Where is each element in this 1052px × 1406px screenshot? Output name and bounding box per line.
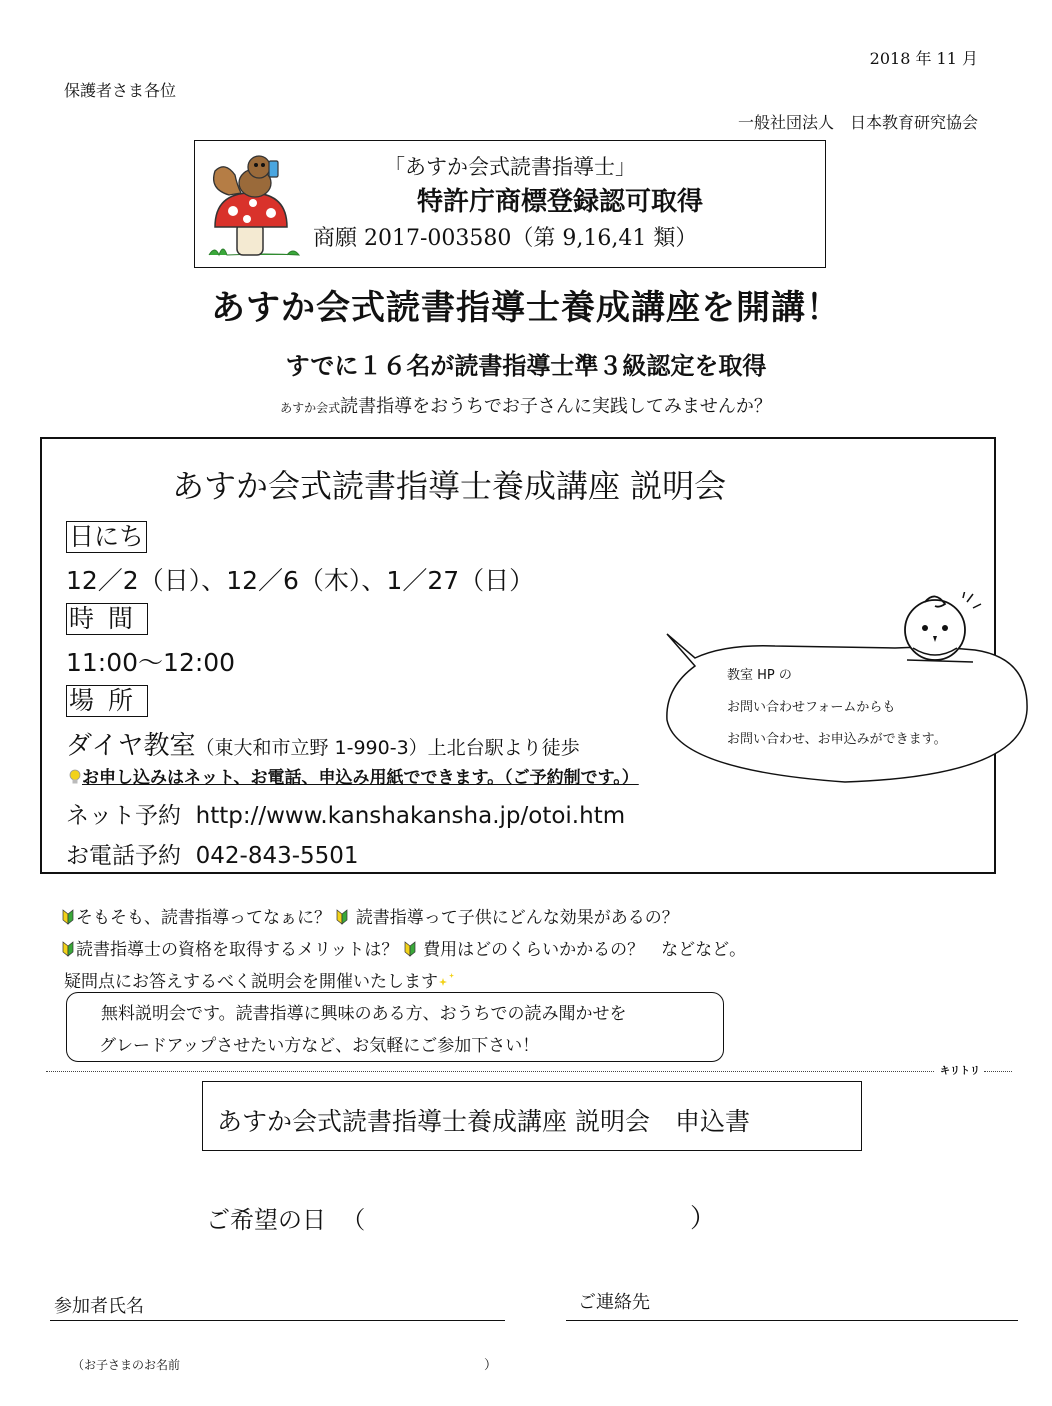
headline: あすか会式読書指導士養成講座を開講！ (211, 288, 841, 328)
place-value (66, 725, 580, 762)
net-label: ネット予約 (66, 803, 181, 829)
wish-close-paren: ） (690, 1204, 717, 1234)
question-2a: 読書指導士の資格を取得するメリットは？ (76, 940, 399, 960)
cut-line-end (984, 1071, 1012, 1072)
trademark-box (194, 140, 826, 268)
tagline-small: あすか会式 (280, 401, 341, 415)
bubble-text (727, 660, 947, 756)
tagline-rest: 読書指導をおうちでお子さんに実践してみませんか？ (340, 396, 772, 417)
lightbulb-icon (68, 769, 82, 785)
beginner-leaf-icon (336, 909, 348, 925)
contact-field[interactable] (566, 1320, 1018, 1321)
recipients: 保護者さま各位 (64, 81, 177, 100)
organization-name: 一般社団法人 日本教育研究協会 (737, 113, 978, 132)
place-detail: （東大和市立野 1-990-3）上北台駅より徒歩 (195, 737, 580, 759)
question-1a: そもそも、読書指導ってなぁに？ (76, 908, 331, 928)
tagline (0, 392, 1052, 418)
free-session-line2: グレードアップさせたい方など、お気軽にご参加下さい！ (99, 1036, 540, 1056)
trademark-application-number: 商願 2017-003580（第 9,16,41 類） (313, 226, 698, 251)
wish-open-paren: （ (341, 1206, 366, 1234)
free-session-box (66, 992, 724, 1062)
bubble-line3: お問い合わせ、お申込みができます。 (727, 732, 947, 747)
trademark-name: 「あすか会式読書指導士」 (384, 155, 636, 179)
bubble-line2: お問い合わせフォームからも (727, 700, 896, 715)
trademark-approval: 特許庁商標登録認可取得 (416, 187, 703, 217)
info-title: あすか会式読書指導士養成講座 説明会 (172, 467, 727, 505)
participant-name-field[interactable] (50, 1320, 505, 1321)
booking-note-text: お申し込みはネット、お電話、申込み用紙でできます。（ご予約制です。） (82, 768, 639, 788)
place-name: ダイヤ教室 (66, 731, 196, 761)
participant-name-label: 参加者氏名 (54, 1296, 144, 1317)
net-booking (66, 797, 625, 830)
subheadline: すでに１６名が読書指導士準３級認定を取得 (285, 352, 767, 380)
form-title: あすか会式読書指導士養成講座 説明会 申込書 (217, 1107, 750, 1136)
question-line-2 (62, 935, 746, 960)
booking-note (68, 763, 639, 788)
wish-date-field[interactable] (206, 1200, 365, 1235)
time-label: 時間 (66, 603, 148, 635)
tel-label: お電話予約 (66, 843, 181, 869)
question-3: 疑問点にお答えするべく説明会を開催いたします (64, 972, 438, 992)
wish-label: ご希望の日 (206, 1206, 326, 1234)
bubble-line1: 教室 HP の (727, 668, 792, 683)
question-line-3 (64, 967, 456, 992)
question-1b: 読書指導って子供にどんな効果があるの？ (355, 908, 679, 928)
date-label: 日にち (66, 521, 147, 553)
cut-label: キリトリ (940, 1066, 980, 1077)
question-line-1 (62, 903, 679, 928)
place-label: 場所 (66, 685, 148, 717)
beginner-leaf-icon (404, 941, 416, 957)
tel-number: 042-843-5501 (195, 843, 359, 869)
contact-label: ご連絡先 (578, 1292, 650, 1313)
beginner-leaf-icon (62, 909, 74, 925)
date-value: 12／2（日）、12／6（木）、1／27（日） (66, 566, 535, 595)
cut-line (46, 1071, 934, 1072)
child-name-close-paren: ） (484, 1358, 498, 1373)
child-name-note: （お子さまのお名前 (72, 1358, 181, 1372)
time-value: 11:00〜12:00 (66, 648, 236, 677)
tel-booking (66, 837, 359, 870)
sparkle-icon (438, 973, 456, 987)
free-session-line1: 無料説明会です。読書指導に興味のある方、おうちでの読み聞かせを (101, 1004, 627, 1024)
net-url-link[interactable]: http://www.kanshakansha.jp/otoi.htm (195, 803, 626, 829)
document-date: 2018 年 11 月 (869, 49, 978, 68)
question-2b: 費用はどのくらいかかるの？ などなど。 (423, 940, 747, 960)
form-title-box (202, 1081, 862, 1151)
beginner-leaf-icon (62, 941, 74, 957)
